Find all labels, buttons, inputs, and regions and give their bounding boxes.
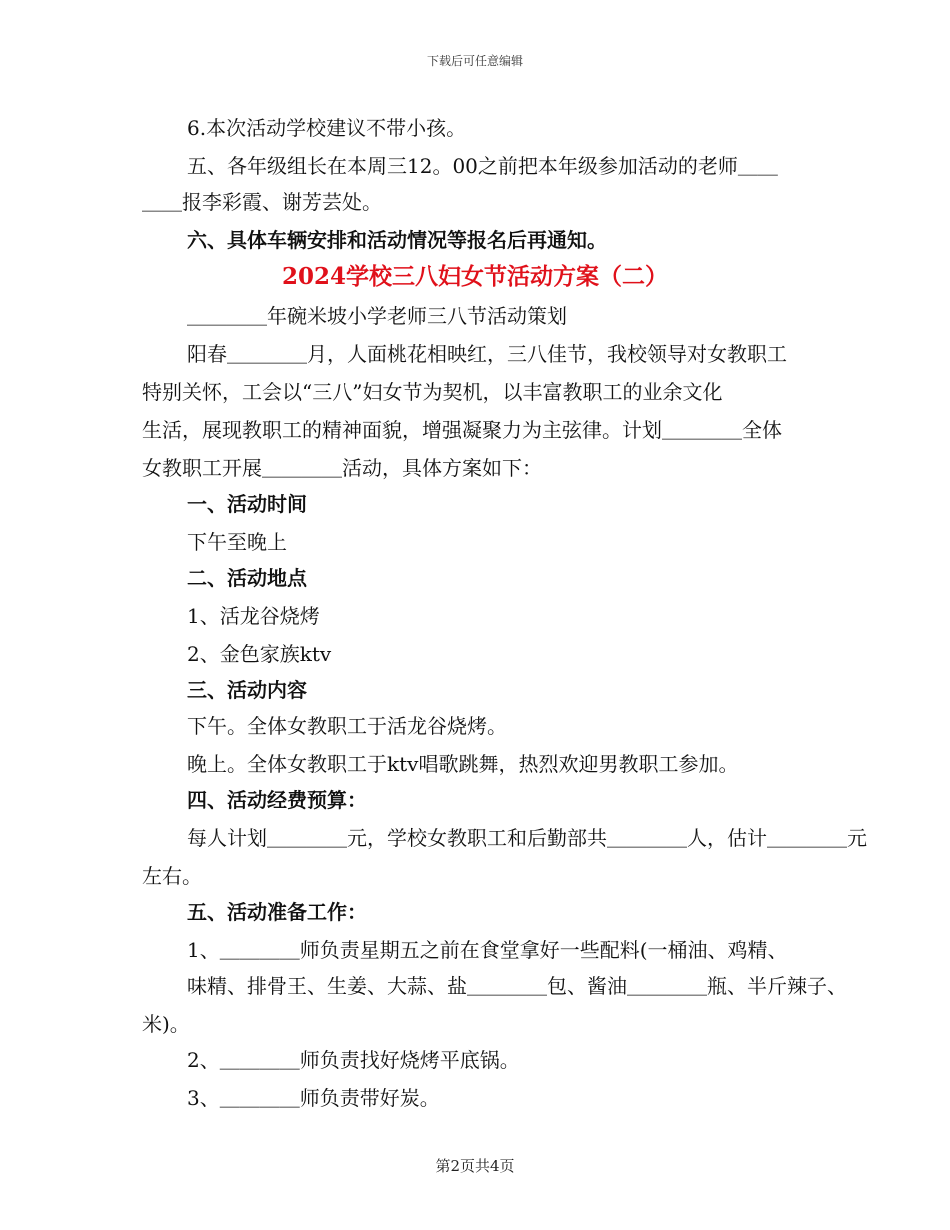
text-line: 女教职工开展＿＿＿＿活动，具体方案如下：: [142, 456, 542, 480]
text-line: 6.本次活动学校建议不带小孩。: [187, 116, 467, 140]
text-line: 五、各年级组长在本周三12。00之前把本年级参加活动的老师＿＿: [187, 154, 778, 178]
section-heading: 四、活动经费预算：: [187, 788, 367, 812]
text-line: 晚上。全体女教职工于ktv唱歌跳舞，热烈欢迎男教职工参加。: [187, 752, 739, 776]
text-line: 左右。: [142, 864, 202, 888]
section-heading: 二、活动地点: [187, 566, 307, 590]
text-line: 米)。: [142, 1012, 190, 1036]
section-heading: 一、活动时间: [187, 492, 307, 516]
text-line: 下午。全体女教职工于活龙谷烧烤。: [187, 714, 507, 738]
text-line: ＿＿＿＿年碗米坡小学老师三八节活动策划: [187, 304, 567, 328]
document-title: 2024学校三八妇女节活动方案（二）: [281, 263, 668, 290]
text-line: 3、＿＿＿＿师负责带好炭。: [187, 1086, 440, 1110]
text-line: 生活，展现教职工的精神面貌，增强凝聚力为主弦律。计划＿＿＿＿全体: [142, 418, 782, 442]
page-header: 下载后可任意编辑: [426, 54, 523, 68]
text-line: ＿＿报李彩霞、谢芳芸处。: [142, 190, 382, 214]
text-line: 味精、排骨王、生姜、大蒜、盐＿＿＿＿包、酱油＿＿＿＿瓶、半斤辣子、: [187, 974, 847, 998]
text-line: 每人计划＿＿＿＿元，学校女教职工和后勤部共＿＿＿＿人，估计＿＿＿＿元: [187, 826, 867, 850]
text-line: 特别关怀，工会以“三八”妇女节为契机，以丰富教职工的业余文化: [142, 380, 723, 404]
section-heading: 五、活动准备工作：: [187, 900, 367, 924]
text-line: 下午至晚上: [187, 530, 287, 554]
text-line: 阳春＿＿＿＿月，人面桃花相映红，三八佳节，我校领导对女教职工: [187, 342, 787, 366]
section-heading: 六、具体车辆安排和活动情况等报名后再通知。: [187, 228, 607, 252]
text-line: 2、金色家族ktv: [187, 642, 332, 666]
text-line: 2、＿＿＿＿师负责找好烧烤平底锅。: [187, 1048, 520, 1072]
text-line: 1、活龙谷烧烤: [187, 604, 320, 628]
page-footer: 第2页共4页: [435, 1157, 515, 1175]
section-heading: 三、活动内容: [187, 678, 307, 702]
text-line: 1、＿＿＿＿师负责星期五之前在食堂拿好一些配料(一桶油、鸡精、: [187, 938, 788, 962]
